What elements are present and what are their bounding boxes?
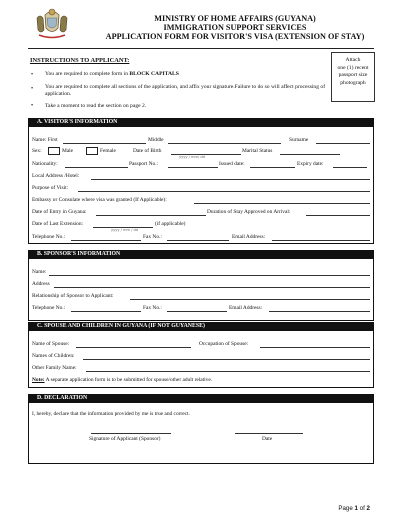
instructions-title: INSTRUCTIONS TO APPLICANT: bbox=[30, 57, 130, 64]
sponsor-telephone-field[interactable] bbox=[71, 311, 141, 312]
section-a-header: A. VISITOR'S INFORMATION bbox=[28, 118, 374, 127]
photo-box[interactable]: Attach one (1) recent passport size photograph bbox=[331, 52, 375, 102]
issued-date-field[interactable] bbox=[250, 167, 295, 168]
female-checkbox[interactable] bbox=[86, 147, 98, 155]
ministry-title: MINISTRY OF HOME AFFAIRS (GUYANA) bbox=[154, 14, 316, 23]
page-indicator: Page 1 of 2 bbox=[338, 505, 370, 512]
instruction-2: You are required to complete all sections of the application, and affix your signature.Failure to do so will affect processing of application. bbox=[45, 84, 326, 97]
spouse-occupation-field[interactable] bbox=[260, 347, 370, 348]
instruction-1: You are required to complete form in BLOCK CAPITALS bbox=[45, 71, 179, 77]
duration-of-stay-field[interactable] bbox=[306, 215, 370, 216]
marital-status-field[interactable] bbox=[280, 154, 340, 155]
purpose-of-visit-field[interactable] bbox=[78, 191, 370, 192]
telephone-field[interactable] bbox=[71, 240, 141, 241]
section-d-frame: I, hereby, declare that the information provided by me is true and correct. Signature of Applicant (Sponsor) Date bbox=[28, 403, 374, 464]
middle-name-field[interactable] bbox=[168, 143, 281, 144]
local-address-field[interactable] bbox=[91, 179, 370, 180]
male-checkbox[interactable] bbox=[48, 147, 60, 155]
spouse-name-field[interactable] bbox=[76, 347, 191, 348]
sponsor-name-field[interactable] bbox=[49, 275, 370, 276]
sponsor-address-field[interactable] bbox=[54, 287, 370, 288]
first-name-field[interactable] bbox=[63, 143, 146, 144]
surname-field[interactable] bbox=[316, 143, 370, 144]
instruction-3: Take a moment to read the section on page 2. bbox=[45, 103, 147, 109]
date-of-entry-field[interactable] bbox=[96, 215, 206, 216]
expiry-date-field[interactable] bbox=[333, 167, 367, 168]
section-c-frame: Name of Spouse: Occupation of Spouse: Names of Children: Other Family Name: Note: A separate application form is to be submitted for spouse/other adult relative. bbox=[28, 331, 374, 388]
section-b-header: B. SPONSOR'S INFORMATION bbox=[28, 250, 374, 259]
signature-field[interactable] bbox=[91, 433, 171, 434]
bullet-icon: • bbox=[31, 86, 34, 92]
bullet-icon: • bbox=[31, 103, 34, 109]
sponsor-relationship-field[interactable] bbox=[130, 299, 370, 300]
section-c-header: C. SPOUSE AND CHILDREN IN GUYANA (IF NOT GUYANESE) bbox=[28, 322, 374, 331]
embassy-field[interactable] bbox=[194, 203, 370, 204]
nationality-field[interactable] bbox=[65, 167, 128, 168]
declaration-text: I, hereby, declare that the information provided by me is true and correct. bbox=[32, 411, 190, 417]
coat-of-arms-icon bbox=[33, 6, 71, 42]
spouse-note: Note: A separate application form is to be submitted for spouse/other adult relative. bbox=[32, 377, 213, 383]
email-field[interactable] bbox=[272, 240, 370, 241]
passport-number-field[interactable] bbox=[168, 167, 218, 168]
section-a-frame: Name: First Middle Surname Sex: Male Female Date of Birth yyyy / mm/ dd Marital Status Nationality: Passport No.: Issued date: Expiry date: Local Address /Hotel: Purpose of Visit: Embassy or Consulate where visa was granted (If Applicable): Date of Entry in Guyana: Duration of Stay Approved on Arrival: Date of Last Extension: (if applicable) yyyy / mm / dd Telephone No.: Fax No.: Email Address: bbox=[28, 127, 374, 244]
section-b-frame: Name: Address Relationship of Sponsor to Applicant: Telephone No.: Fax No.: Email Address: bbox=[28, 259, 374, 321]
department-title: IMMIGRATION SUPPORT SERVICES bbox=[163, 23, 307, 32]
section-d-header: D. DECLARATION bbox=[28, 394, 374, 403]
signature-date-field[interactable] bbox=[235, 433, 303, 434]
form-title: APPLICATION FORM FOR VISITOR'S VISA (EXTENSION OF STAY) bbox=[105, 32, 365, 41]
bullet-icon: • bbox=[31, 72, 34, 78]
sponsor-email-field[interactable] bbox=[269, 311, 370, 312]
header-divider bbox=[28, 48, 374, 49]
other-family-field[interactable] bbox=[86, 371, 370, 372]
children-names-field[interactable] bbox=[83, 359, 370, 360]
sponsor-fax-field[interactable] bbox=[167, 311, 227, 312]
fax-field[interactable] bbox=[167, 240, 229, 241]
